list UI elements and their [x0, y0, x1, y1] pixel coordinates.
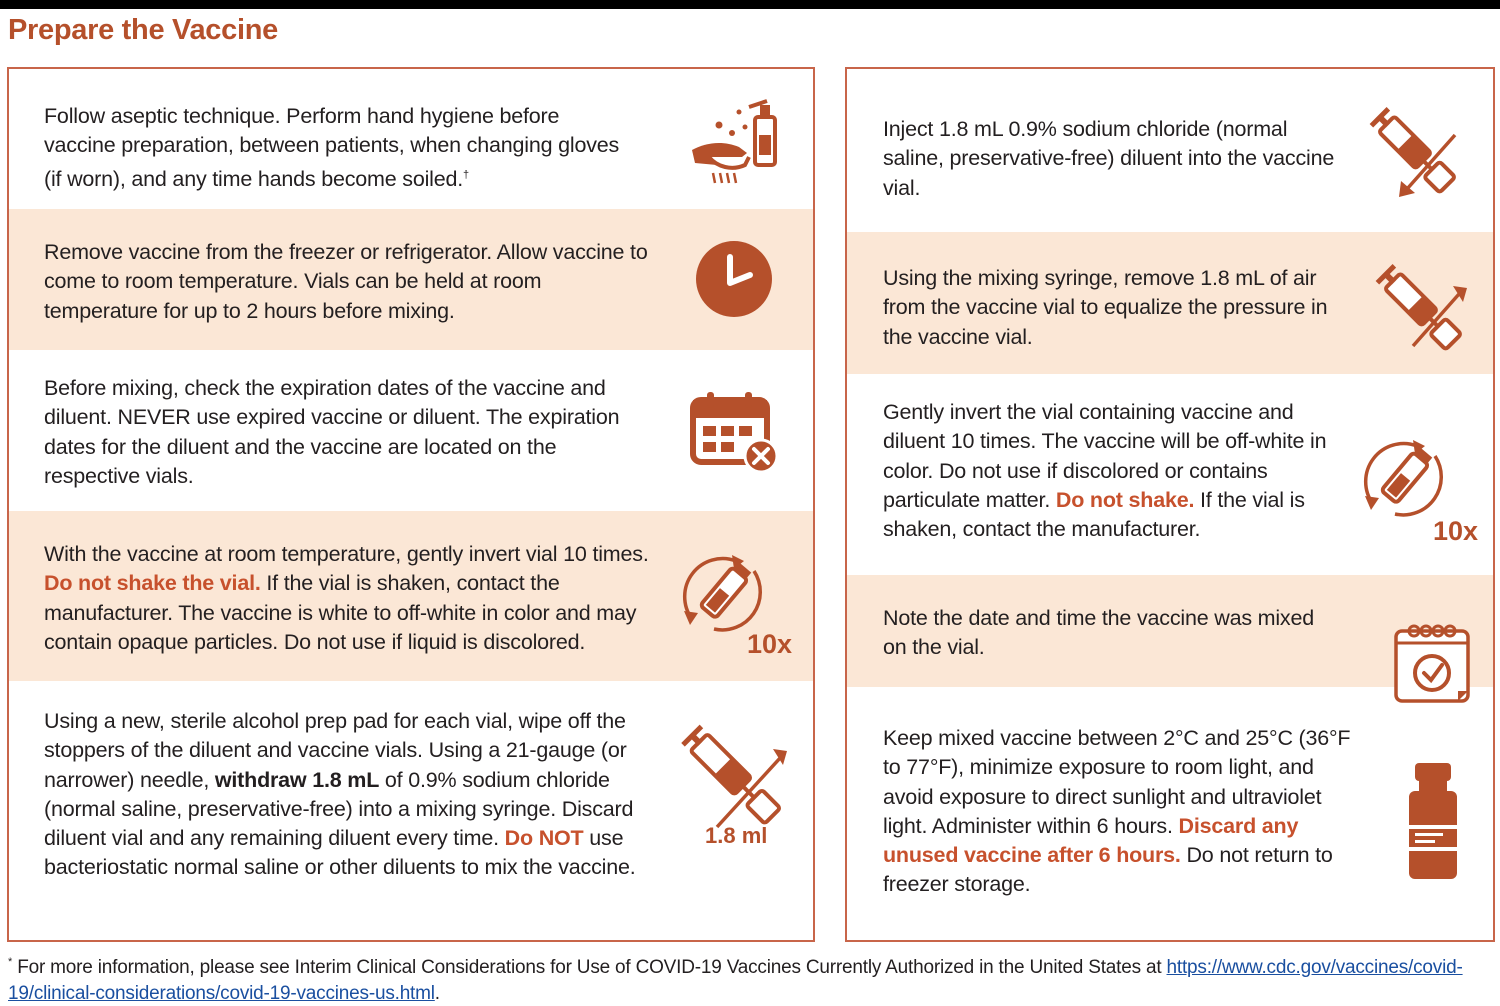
left-steps-panel	[7, 67, 815, 942]
icon-label-10x: 10x	[747, 629, 793, 659]
step-row	[847, 687, 1493, 941]
step-text: Keep mixed vaccine between 2°C and 25°C (36°F to 77°F), minimize exposure to room light, and avoid exposure to direct sunlight and ultraviolet light. Administer within 6 hours. Discard any unused vaccine after 6 hours. Do not return to freezer storage.	[883, 726, 1351, 897]
icon-label-1-8ml: 1.8 ml	[705, 823, 768, 848]
step-text: Using the mixing syringe, remove 1.8 mL of air from the vaccine vial to equalize the pressure in the vaccine vial.	[883, 266, 1328, 349]
cdc-link[interactable]: https://www.cdc.gov/vaccines/covid-19/clinical-considerations/covid-19-vaccines-us.html	[8, 957, 1463, 1004]
step-text: Note the date and time the vaccine was mixed on the vial.	[883, 606, 1314, 660]
page-title: Prepare the Vaccine	[8, 14, 278, 46]
syringe-withdraw-air-icon	[1373, 262, 1473, 357]
step-text: Inject 1.8 mL 0.9% sodium chloride (normal saline, preservative-free) diluent into the vaccine vial.	[883, 117, 1335, 200]
step-row	[847, 575, 1493, 687]
step-text: Remove vaccine from the freezer or refrigerator. Allow vaccine to come to room temperature. Vials can be held at room temperature for up to 2 hours before mixing.	[44, 240, 648, 323]
step-row	[9, 681, 813, 941]
top-black-bar	[0, 0, 1500, 9]
step-row	[9, 69, 813, 209]
invert-vial-icon	[674, 547, 774, 642]
right-steps-panel	[845, 67, 1495, 942]
step-text: Follow aseptic technique. Perform hand hygiene before vaccine preparation, between patients, when changing gloves (if worn), and any time hands become soiled.†	[44, 104, 620, 191]
invert-vial-icon	[1355, 432, 1455, 527]
step-row	[847, 374, 1493, 575]
step-row	[9, 511, 813, 681]
syringe-withdraw-icon	[677, 717, 792, 837]
vaccine-vial-icon	[1407, 763, 1459, 883]
step-row	[9, 350, 813, 511]
step-text: With the vaccine at room temperature, gently invert vial 10 times. Do not shake the vial. If the vial is shaken, contact the manufacturer. The vaccine is white to off-white in color and may contain opaque particles. Do not use if liquid is discolored.	[44, 542, 649, 654]
clock-icon	[694, 239, 774, 319]
hand-washing-icon	[687, 95, 782, 185]
step-text: Gently invert the vial containing vaccine and diluent 10 times. The vaccine will be off-white in color. Do not use if discolored or contains particulate matter. Do not shake. If the vial is shaken, contact the manufacturer.	[883, 400, 1327, 542]
step-text: Before mixing, check the expiration dates of the vaccine and diluent. NEVER use expired vaccine or diluent. The expiration dates for the diluent and the vaccine are located on the respective vials.	[44, 376, 620, 488]
step-row	[9, 209, 813, 350]
calendar-expired-icon	[689, 390, 779, 475]
syringe-inject-icon	[1367, 105, 1467, 200]
step-text: Using a new, sterile alcohol prep pad for each vial, wipe off the stoppers of the diluent and vaccine vials. Using a 21-gauge (or narrower) needle, withdraw 1.8 mL of 0.9% sodium chloride (normal saline, preservative-free) into a mixing syringe. Discard diluent vial and any remaining diluent every time. Do NOT use bacteriostatic normal saline or other diluents to mix the vaccine.	[44, 709, 636, 880]
icon-label-10x: 10x	[1433, 516, 1479, 546]
footnote: * For more information, please see Interim Clinical Considerations for Use of COVID-19 Vaccines Currently Authorized in the United States at https://www.cdc.gov/vaccines/covid-19/clinical-considerations/covid-19-vaccines-us.html.	[8, 956, 1463, 1004]
step-row	[847, 232, 1493, 374]
step-row	[847, 69, 1493, 232]
